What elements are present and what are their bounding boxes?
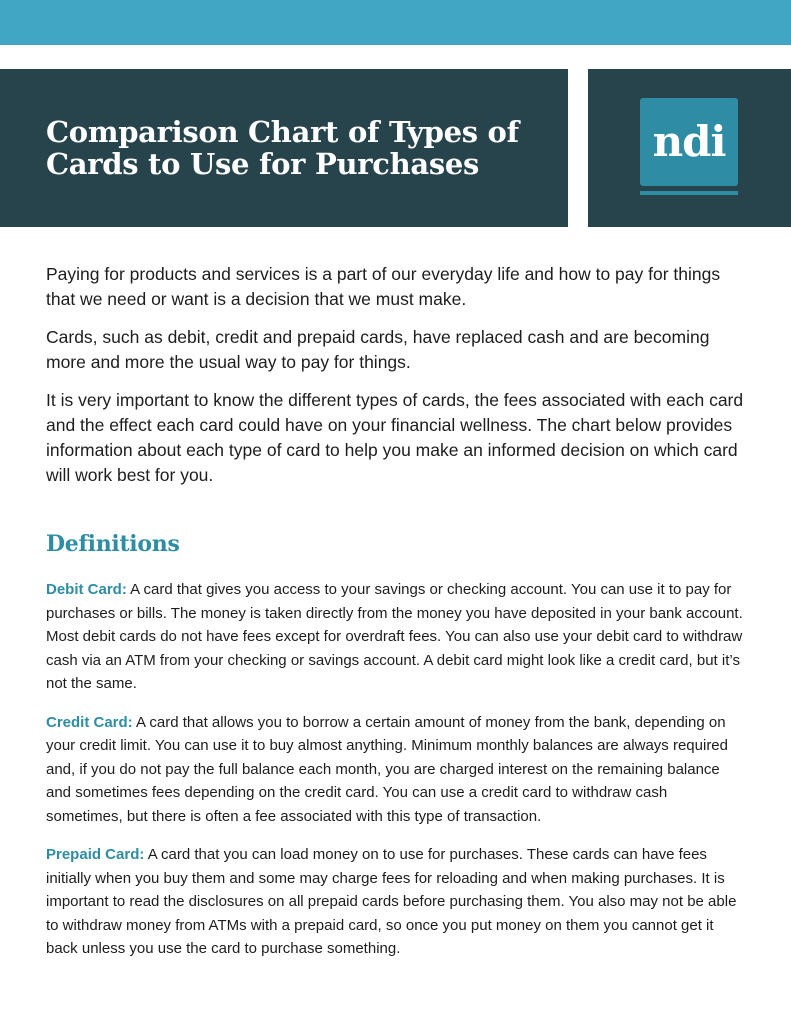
definition-prepaid-card — [46, 843, 746, 961]
intro-section — [46, 262, 746, 501]
page-title — [46, 116, 568, 180]
title-banner — [0, 69, 568, 227]
page-title-line-2: Cards to Use for Purchases — [46, 147, 480, 181]
definitions-list — [46, 578, 746, 976]
intro-paragraph: Paying for products and services is a part of our everyday life and how to pay for things that we need or want is a decision that we must make. — [46, 264, 721, 309]
intro-paragraph: It is very important to know the different types of cards, the fees associated with each card and the effect each card could have on your financial wellness. The chart below provides information about each type of card to help you make an informed decision on which card will work best for you. — [46, 390, 744, 485]
top-color-band — [0, 0, 791, 45]
definitions-heading: Definitions — [46, 531, 180, 557]
definition-term: Prepaid Card: — [46, 846, 145, 863]
definition-credit-card — [46, 711, 746, 829]
logo-underline — [640, 191, 738, 195]
definition-text: A card that you can load money on to use for purchases. These cards can have fees initially when you buy them and some may charge fees for reloading and when making purchases. It is important to read the disclosures on all prepaid cards before purchasing them. You also may not be able to withdraw money from ATMs with a prepaid card, so once you put money on them you cannot get it back unless you use the card to purchase something. — [46, 846, 737, 957]
definition-term: Debit Card: — [46, 581, 127, 598]
logo-panel — [588, 69, 791, 227]
ndi-logo: ndi — [640, 98, 738, 186]
intro-paragraph: Cards, such as debit, credit and prepaid cards, have replaced cash and are becoming more and more the usual way to pay for things. — [46, 327, 710, 372]
definition-debit-card — [46, 578, 746, 696]
page-title-line-1: Comparison Chart of Types of — [46, 115, 519, 149]
definition-text: A card that allows you to borrow a certain amount of money from the bank, depending on your credit limit. You can use it to buy almost anything. Minimum monthly balances are always required and, if you do not pay the full balance each month, you are charged interest on the remaining balance and sometimes fees depending on the credit card. You can use a credit card to withdraw cash sometimes, but there is often a fee associated with this type of transaction. — [46, 713, 728, 825]
definition-term: Credit Card: — [46, 713, 133, 731]
definition-text: A card that gives you access to your savings or checking account. You can use it to pay for purchases or bills. The money is taken directly from the money you have deposited in your bank account. Most debit cards do not have fees except for overdraft fees. You can also use your debit card to withdraw cash via an ATM from your checking or savings account. A debit card might look like a credit card, but it’s not the same. — [46, 581, 743, 692]
